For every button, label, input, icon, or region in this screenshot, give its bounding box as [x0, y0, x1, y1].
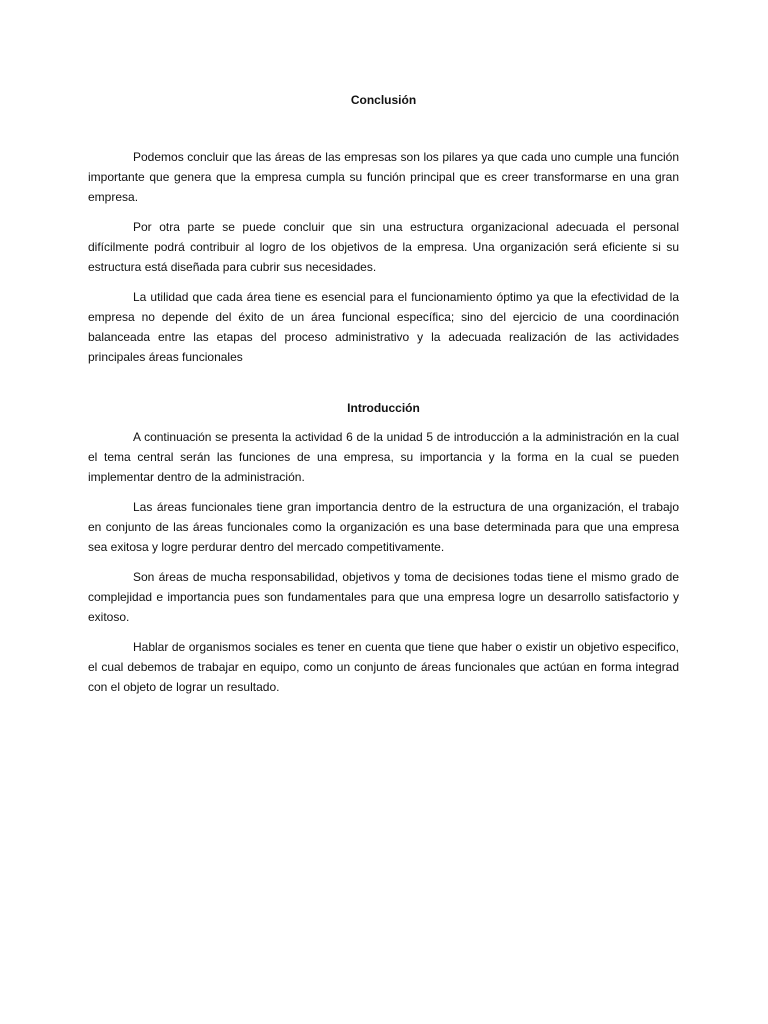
introduction-paragraph: A continuación se presenta la actividad 6 de la unidad 5 de introducción a la administración en la cual el tema central serán las funciones de una empresa, su importancia y la forma en la cual se pueden implementar dentro de la administración.	[88, 430, 679, 484]
conclusion-title: Conclusión	[350, 93, 417, 107]
conclusion-paragraph: La utilidad que cada área tiene es esencial para el funcionamiento óptimo ya que la efectividad de la empresa no depende del éxito de un área funcional específica; sino del ejercicio de una coordinación balanceada entre las etapas del proceso administrativo y la adecuada realización de las actividades principales áreas funcionales	[88, 290, 679, 364]
conclusion-paragraph: Por otra parte se puede concluir que sin una estructura organizacional adecuada el personal difícilmente podrá contribuir al logro de los objetivos de la empresa. Una organización será eficiente si su estructura está diseñada para cubrir sus necesidades.	[88, 220, 679, 274]
document-content	[88, 90, 679, 707]
introduction-paragraph: Las áreas funcionales tiene gran importancia dentro de la estructura de una organización, el trabajo en conjunto de las áreas funcionales como la organización es una base determinada para que una empresa sea exitosa y logre perdurar dentro del mercado competitivamente.	[88, 500, 679, 554]
introduction-paragraph: Son áreas de mucha responsabilidad, objetivos y toma de decisiones todas tiene el mismo grado de complejidad e importancia pues son fundamentales para que una empresa logre un desarrollo satisfactorio y exitoso.	[88, 570, 679, 624]
introduction-paragraph: Hablar de organismos sociales es tener en cuenta que tiene que haber o existir un objetivo especifico, el cual debemos de trabajar en equipo, como un conjunto de áreas funcionales que actúan en forma integrad con el objeto de lograr un resultado.	[88, 640, 679, 694]
conclusion-paragraph: Podemos concluir que las áreas de las empresas son los pilares ya que cada uno cumple una función importante que genera que la empresa cumpla su función principal que es creer transformarse en una gran empresa.	[88, 150, 679, 204]
introduction-title: Introducción	[347, 401, 420, 415]
